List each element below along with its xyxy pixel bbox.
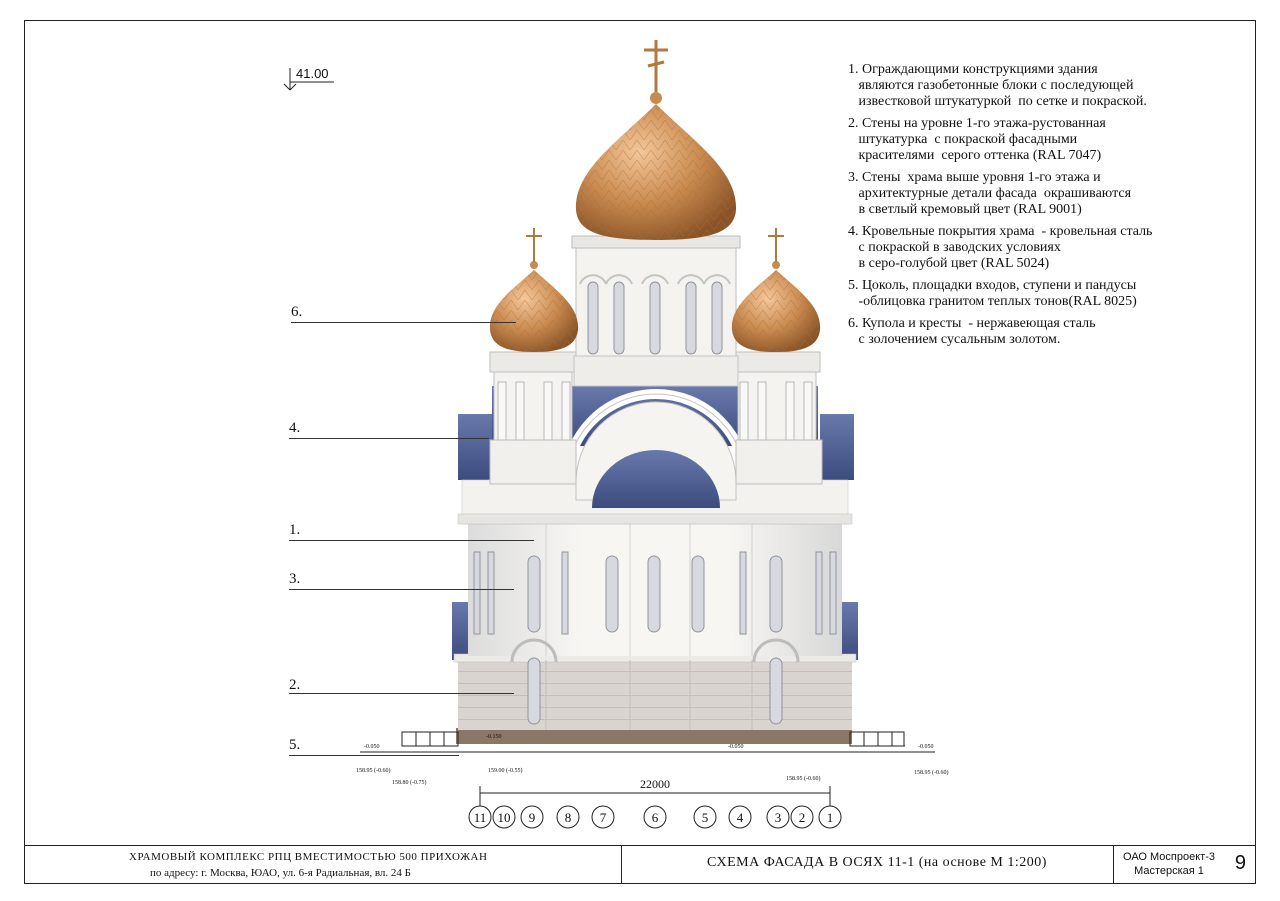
level-right-low: -0.050 <box>918 744 934 750</box>
note-3: 3. Стены храма выше уровня 1-го этажа и архитектурные детали фасада окрашиваются в светлый кремовый цвет (RAL 9001) <box>848 170 1132 217</box>
organization-name: ОАО Моспроект-3 <box>1123 851 1215 863</box>
axis-5: 5 <box>701 810 709 825</box>
callout-2-line <box>289 693 514 694</box>
elevation-value: 41.00 <box>296 66 329 81</box>
first-floor <box>454 654 856 730</box>
axis-11: 11 <box>473 810 487 825</box>
axis-2: 2 <box>798 810 806 825</box>
project-address: по адресу: г. Москва, ЮАО, ул. 6-я Радиальная, вл. 24 Б <box>150 867 411 879</box>
axis-7: 7 <box>599 810 607 825</box>
level-left-b: 158.80 (-0.75) <box>392 780 427 786</box>
title-block <box>24 845 1256 884</box>
callout-4-line <box>289 438 489 439</box>
title-block-project <box>24 846 622 884</box>
level-center-b: 159.00 (-0.55) <box>488 768 523 774</box>
organization <box>1114 850 1224 878</box>
dimension-value: 22000 <box>640 777 670 791</box>
axis-6: 6 <box>651 810 659 825</box>
level-right-b: 158.95 (-0.60) <box>914 770 949 776</box>
sheet-number: 9 <box>1234 852 1246 874</box>
level-left-a: 158.95 (-0.60) <box>356 768 391 774</box>
notes-list <box>848 62 1248 354</box>
callout-1: 1. <box>289 522 301 538</box>
callout-3-line <box>289 589 514 590</box>
organization-studio: Мастерская 1 <box>1134 865 1204 877</box>
callout-6: 6. <box>291 304 303 320</box>
axis-3: 3 <box>774 810 782 825</box>
axis-9: 9 <box>528 810 536 825</box>
project-name: ХРАМОВЫЙ КОМПЛЕКС РПЦ ВМЕСТИМОСТЬЮ 500 ПРИХОЖАН <box>129 851 488 863</box>
axis-10: 10 <box>497 810 511 825</box>
axis-8: 8 <box>564 810 572 825</box>
callout-2: 2. <box>289 677 301 693</box>
callout-3: 3. <box>289 571 301 587</box>
level-right-a: 158.95 (-0.60) <box>786 776 821 782</box>
title-block-sheet-title <box>622 846 1114 884</box>
callout-4: 4. <box>289 420 301 436</box>
sheet-title: СХЕМА ФАСАДА В ОСЯХ 11-1 (на основе М 1:200) <box>707 855 1047 870</box>
axis-4: 4 <box>736 810 744 825</box>
note-2: 2. Стены на уровне 1-го этажа-рустованная штукатурка с покраской фасадными красителями серого оттенка (RAL 7047) <box>848 116 1106 163</box>
level-center-a: -0.150 <box>486 734 502 740</box>
level-left-low: -0.050 <box>364 744 380 750</box>
main-drum <box>572 236 740 386</box>
note-1: 1. Ограждающими конструкциями здания являются газобетонные блоки с последующей известковой штукатуркой по сетке и покраской. <box>848 62 1147 109</box>
callout-5: 5. <box>289 737 301 753</box>
callout-6-line <box>291 322 516 323</box>
title-block-org <box>1114 846 1256 884</box>
callout-1-line <box>289 540 534 541</box>
callout-5-line <box>289 755 459 756</box>
axis-1: 1 <box>826 810 834 825</box>
level-center-mid: -0.050 <box>728 744 744 750</box>
note-4: 4. Кровельные покрытия храма - кровельная сталь с покраской в заводских условиях в серо-голубой цвет (RAL 5024) <box>848 224 1153 271</box>
note-5: 5. Цоколь, площадки входов, ступени и пандусы -облицовка гранитом теплых тонов(RAL 8025) <box>848 278 1137 309</box>
note-6: 6. Купола и кресты - нержавеющая сталь с золочением сусальным золотом. <box>848 316 1096 347</box>
